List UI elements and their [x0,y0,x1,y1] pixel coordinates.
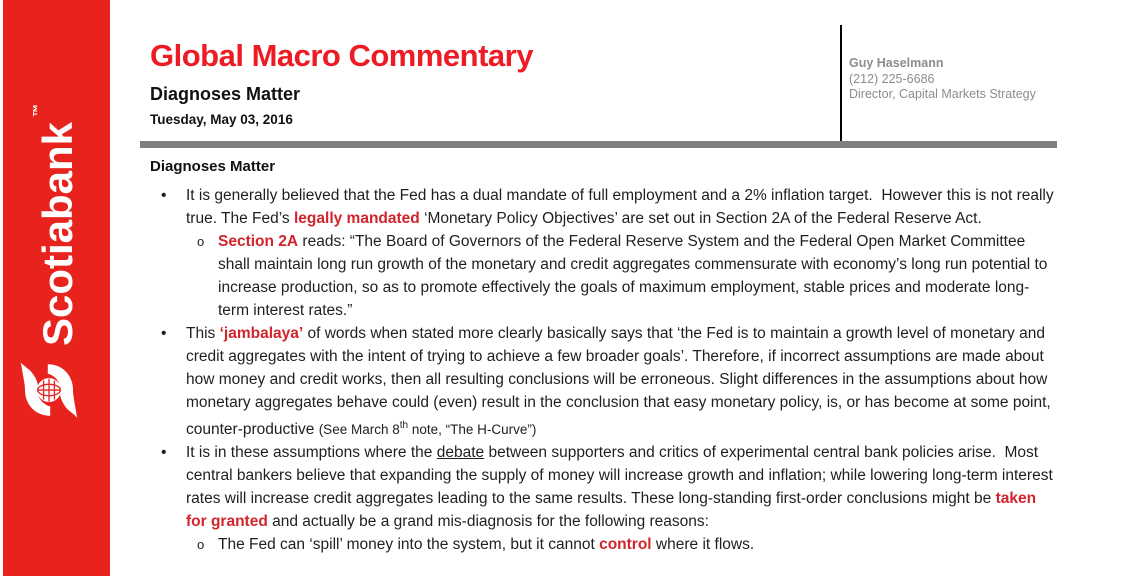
bullet-text: It is generally believed that the Fed has a dual mandate of full employment and a 2% inflation target. However this is not really true. The Fed’s legally mandated ‘Monetary Policy Objectives’ are set out in Section 2A of the Federal Reserve Act. [186,187,1058,227]
body-heading: Diagnoses Matter [150,158,276,175]
bullet-marker: • [161,444,167,462]
report-body [150,158,1058,556]
bullet-text: Section 2A reads: “The Board of Governors of the Federal Reserve System and the Federal Open Market Committee shall maintain long run growth of the monetary and credit aggregates commensurate with economy’s long run potential to increase production, so as to promote effectively the goals of maximum employment, stable prices and moderate long-term interest rates.” [218,233,1052,319]
report-subtitle: Diagnoses Matter [150,84,301,104]
trademark-symbol: ™ [29,103,45,117]
scotiabank-sidebar [3,0,110,576]
section-divider [140,141,1057,148]
author-contact-block [849,56,1036,103]
bullet-item [150,533,1058,556]
sub-bullet-marker: o [197,234,205,249]
bullet-item [150,184,1058,230]
sub-bullet-marker: o [197,537,205,553]
page-title: Global Macro Commentary [150,38,533,73]
scotiabank-brand [27,104,87,420]
bullet-item [150,322,1058,441]
bullet-item [150,230,1058,322]
author-name: Guy Haselmann [849,56,944,70]
scotiabank-flying-s-globe-icon [27,360,87,420]
author-phone: (212) 225-6686 [849,71,935,86]
report-date: Tuesday, May 03, 2016 [150,112,293,127]
bullet-list [150,184,1058,556]
bullet-item [150,441,1058,533]
bullet-text: It is in these assumptions where the debate between supporters and critics of experimental central bank policies arise. Most central bankers believe that expanding the supply of money will increase growth and inflation; while lowering long-term interest rates will increase credit aggregates leading to the same results. These long-standing first-order conclusions might be taken for granted and actually be a grand mis-diagnosis for the following reasons: [186,444,1058,531]
bullet-marker: • [161,325,167,342]
header-vertical-rule [840,25,842,143]
brand-wordmark: Scotiabank [33,121,81,347]
bullet-text: This ‘jambalaya’ of words when stated more clearly basically says that ‘the Fed is to maintain a growth level of monetary and credit aggregates with the intent of trying to achieve a few broader goals’. Therefore, if incorrect assumptions are made about how money and credit works, then all resulting conclusions will be erroneous. Slight differences in the assumptions about how monetary aggregates behave could (even) result in the conclusion that easy monetary policy, is, or has become at some point, counter-productive (See March 8th note, “The H-Curve”) [186,325,1056,439]
bullet-text: The Fed can ‘spill’ money into the system, but it cannot control where it flows. [218,536,755,554]
bullet-marker: • [161,187,167,204]
author-title: Director, Capital Markets Strategy [849,87,1036,101]
